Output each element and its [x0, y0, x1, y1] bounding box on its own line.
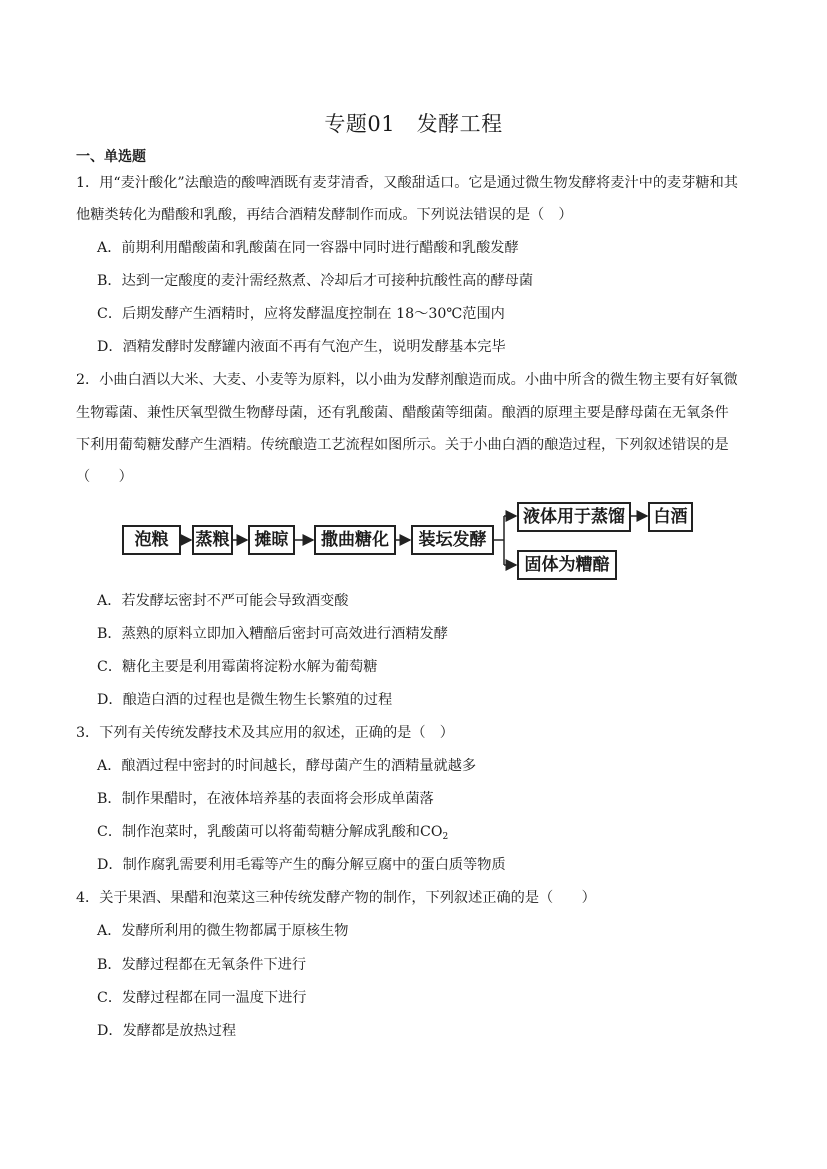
option-b: B．达到一定酸度的麦汁需经熬煮、冷却后才可接种抗酸性高的酵母菌 — [97, 273, 534, 289]
flow-branch-bottom: 固体为糟醅 — [517, 550, 617, 580]
option-d: D．发酵都是放热过程 — [97, 1023, 237, 1039]
question-text-line: 3．下列有关传统发酵技术及其应用的叙述，正确的是（ ） — [76, 725, 454, 741]
question-text-line: 他糖类转化为醋酸和乳酸，再结合酒精发酵制作而成。下列说法错误的是（ ） — [76, 207, 573, 223]
option-c: C．后期发酵产生酒精时，应将发酵温度控制在 18～30℃范围内 — [97, 306, 505, 322]
option-d: D．酿造白酒的过程也是微生物生长繁殖的过程 — [97, 692, 393, 708]
question-text-line: 下利用葡萄糖发酵产生酒精。传统酿造工艺流程如图所示。关于小曲白酒的酿造过程，下列叙述错误的是 — [76, 437, 729, 453]
question-text-line: （ ） — [76, 469, 133, 485]
section-heading: 一、单选题 — [76, 149, 146, 165]
flow-step-2: 蒸粮 — [192, 525, 233, 555]
question-text-line: 4．关于果酒、果醋和泡菜这三种传统发酵产物的制作，下列叙述正确的是（ ） — [76, 890, 596, 906]
option-a: A．酿酒过程中密封的时间越长，酵母菌产生的酒精量就越多 — [97, 758, 477, 774]
option-b: B．蒸熟的原料立即加入糟醅后密封可高效进行酒精发酵 — [97, 626, 448, 642]
chemical-formula: $CO_2$ — [419, 824, 449, 842]
flow-step-3: 摊晾 — [248, 525, 295, 555]
question-text-line: 2．小曲白酒以大米、大麦、小麦等为原料，以小曲为发酵剂酿造而成。小曲中所含的微生物主要有好氧微 — [76, 372, 738, 388]
option-b: B．制作果醋时，在液体培养基的表面将会形成单菌落 — [97, 791, 434, 807]
page-title: 专题01 发酵工程 — [324, 112, 503, 136]
flow-step-1: 泡粮 — [122, 525, 181, 555]
option-c-text: C．制作泡菜时，乳酸菌可以将葡萄糖分解成乳酸和 — [97, 824, 420, 840]
flow-branch-top: 液体用于蒸馏 — [517, 502, 631, 532]
question-text-line: 1．用“麦汁酸化”法酿造的酸啤酒既有麦芽清香，又酸甜适口。它是通过微生物发酵将麦汁中的麦芽糖和其 — [76, 175, 738, 191]
option-a: A．前期利用醋酸菌和乳酸菌在同一容器中同时进行醋酸和乳酸发酵 — [97, 240, 519, 256]
question-text-line: 生物霉菌、兼性厌氧型微生物酵母菌，还有乳酸菌、醋酸菌等细菌。酿酒的原理主要是酵母菌在无氧条件 — [76, 405, 729, 421]
option-a: A．若发酵坛密封不严可能会导致酒变酸 — [97, 593, 349, 609]
option-d: D．酒精发酵时发酵罐内液面不再有气泡产生，说明发酵基本完毕 — [97, 339, 506, 355]
option-b: B．发酵过程都在无氧条件下进行 — [97, 957, 307, 973]
option-c: C．糖化主要是利用霉菌将淀粉水解为葡萄糖 — [97, 659, 378, 675]
option-c: C．发酵过程都在同一温度下进行 — [97, 990, 307, 1006]
option-a: A．发酵所利用的微生物都属于原核生物 — [97, 923, 349, 939]
flow-step-5: 装坛发酵 — [411, 525, 494, 555]
option-d: D．制作腐乳需要利用毛霉等产生的酶分解豆腐中的蛋白质等物质 — [97, 857, 506, 873]
flow-step-4: 撒曲糖化 — [314, 525, 396, 555]
flow-final: 白酒 — [648, 502, 693, 532]
option-c — [97, 822, 448, 847]
